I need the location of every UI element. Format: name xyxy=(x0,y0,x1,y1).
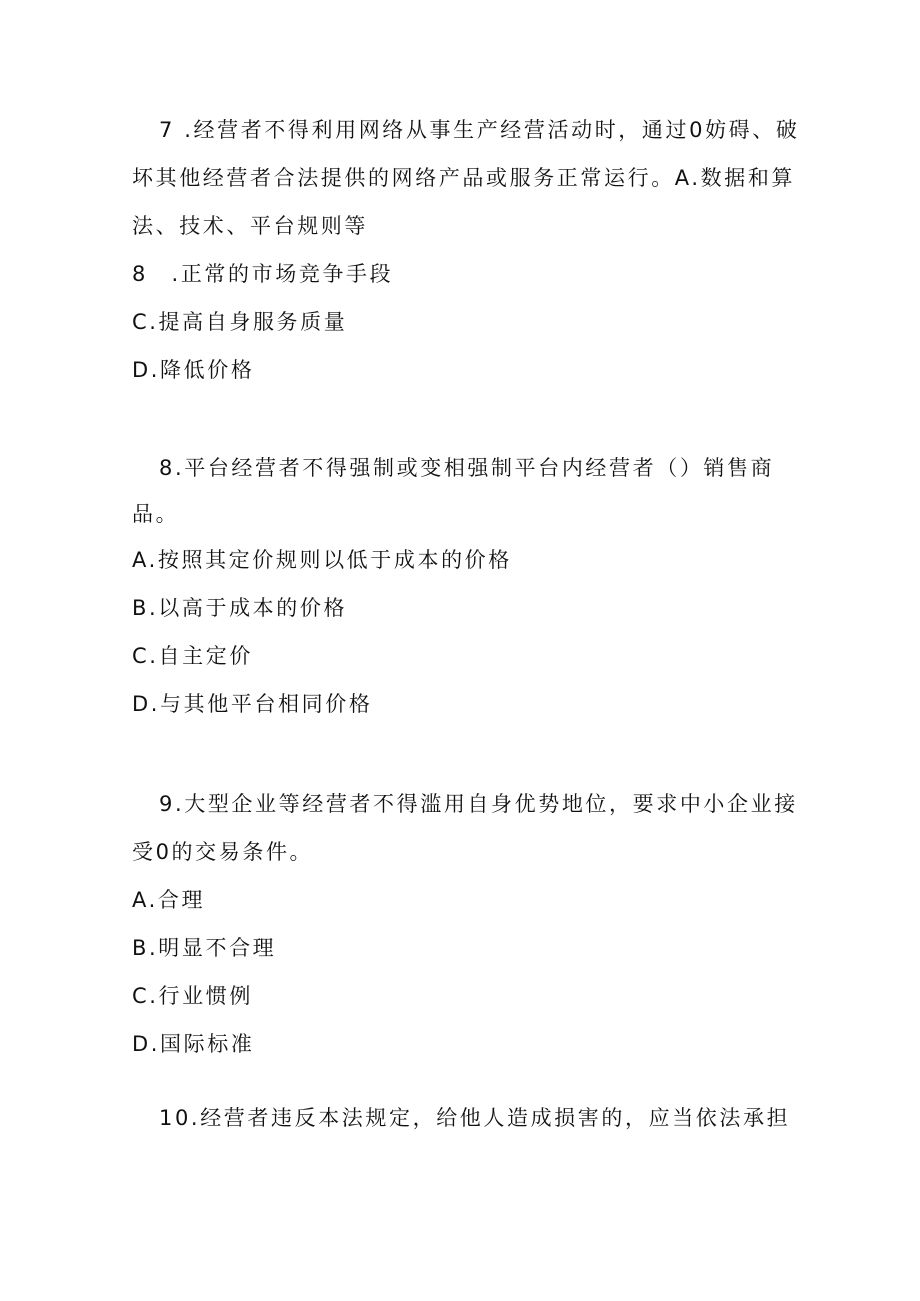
question-7-text-line-3: 法、技术、平台规则等 xyxy=(132,214,368,238)
question-9-option-d: D.国际标准 xyxy=(132,1032,255,1056)
question-9-text-line-2: 受0的交易条件。 xyxy=(132,840,314,864)
question-8-text-line-1: 8.平台经营者不得强制或变相强制平台内经营者（）销售商 xyxy=(159,456,775,480)
question-7-option-c: C.提高自身服务质量 xyxy=(132,310,348,334)
question-8-option-c: C.自主定价 xyxy=(132,644,253,668)
question-7-option-b: 8 .正常的市场竞争手段 xyxy=(132,262,394,286)
question-8-option-a: A.按照其定价规则以低于成本的价格 xyxy=(132,548,512,572)
question-7-text-line-1: 7 .经营者不得利用网络从事生产经营活动时，通过0妨碍、破 xyxy=(159,118,800,142)
question-10-text-line-1: 10.经营者违反本法规定，给他人造成损害的，应当依法承担 xyxy=(159,1106,791,1130)
question-9-option-a: A.合理 xyxy=(132,888,206,912)
question-8-option-d: D.与其他平台相同价格 xyxy=(132,692,373,716)
question-9-option-c: C.行业惯例 xyxy=(132,984,253,1008)
question-7-text-line-2: 坏其他经营者合法提供的网络产品或服务正常运行。A.数据和算 xyxy=(132,166,796,190)
question-8-option-b: B.以高于成本的价格 xyxy=(132,596,348,620)
question-7-option-d: D.降低价格 xyxy=(132,358,255,382)
question-8-text-line-2: 品。 xyxy=(132,502,180,526)
question-9-text-line-1: 9.大型企业等经营者不得滥用自身优势地位，要求中小企业接 xyxy=(159,792,798,816)
question-9-option-b: B.明显不合理 xyxy=(132,936,277,960)
